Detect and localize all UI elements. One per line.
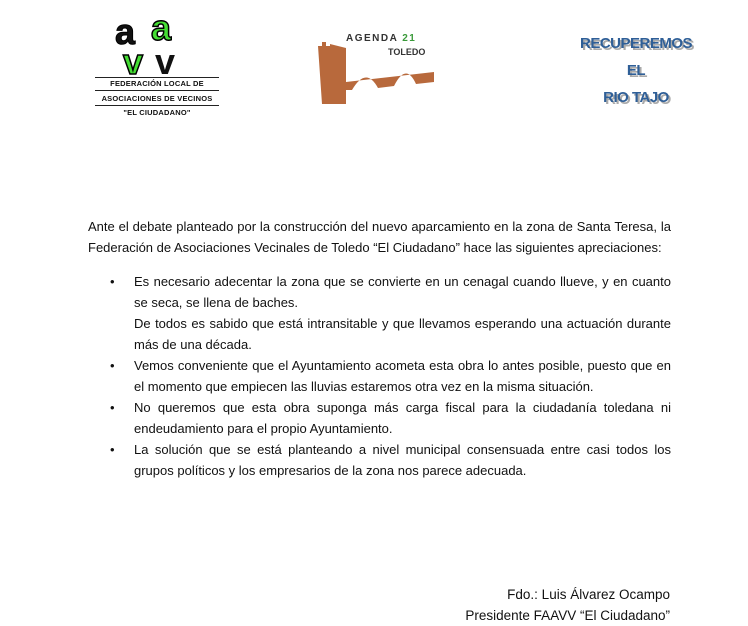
svg-text:a: a — [151, 14, 172, 48]
svg-text:v: v — [155, 41, 176, 76]
document-body — [88, 216, 671, 481]
logo-line-1: FEDERACIÓN LOCAL DE — [110, 79, 204, 88]
intro-paragraph: Ante el debate planteado por la construcción del nuevo aparcamiento en la zona de Santa Teresa, la Federación de Asociaciones Vecinales de Toledo “El Ciudadano” hace las siguientes apreciaciones: — [88, 219, 671, 255]
signature — [465, 584, 670, 626]
signature-name: Fdo.: Luis Álvarez Ocampo — [507, 587, 670, 602]
svg-text:a: a — [115, 14, 136, 52]
list-item: • No queremos que esta obra suponga más carga fiscal para la ciudadanía toledana ni endeudamiento para el propio Ayuntamiento. — [88, 397, 671, 439]
agenda-number: 21 — [402, 33, 417, 44]
slogan-line-2: EL — [626, 62, 646, 79]
logo-line-3: "EL CIUDADANO" — [123, 108, 191, 117]
logo-line-2: ASOCIACIONES DE VECINOS — [101, 94, 213, 103]
slogan-line-1: RECUPEREMOS — [579, 35, 693, 52]
faavv-logo — [95, 14, 219, 118]
agenda-city: TOLEDO — [388, 47, 426, 57]
slogan — [560, 30, 712, 111]
svg-text:v: v — [123, 41, 144, 76]
aavv-letters-logo — [113, 14, 213, 76]
slogan-line-3: RIO TAJO — [603, 89, 669, 106]
list-item: • Es necesario adecentar la zona que se convierte en un cenagal cuando llueve, y en cuanto se seca, se llena de baches. De todos es sabido que está intransitable y que llevamos esperando una actuación durante más de una década. — [88, 271, 671, 355]
bridge-tower-icon — [316, 42, 436, 106]
list-item: • La solución que se está planteando a nivel municipal consensuada entre casi todos los grupos políticos y los empresarios de la zona nos parece adecuada. — [88, 439, 671, 481]
agenda-title: AGENDA — [346, 33, 403, 44]
signature-title: Presidente FAAVV “El Ciudadano” — [465, 608, 670, 623]
list-item: • Vemos conveniente que el Ayuntamiento acometa esta obra lo antes posible, puesto que en el momento que empiecen las lluvias estaremos otra vez en la misma situación. — [88, 355, 671, 397]
bullet-list — [88, 271, 671, 481]
agenda21-logo — [316, 30, 436, 106]
